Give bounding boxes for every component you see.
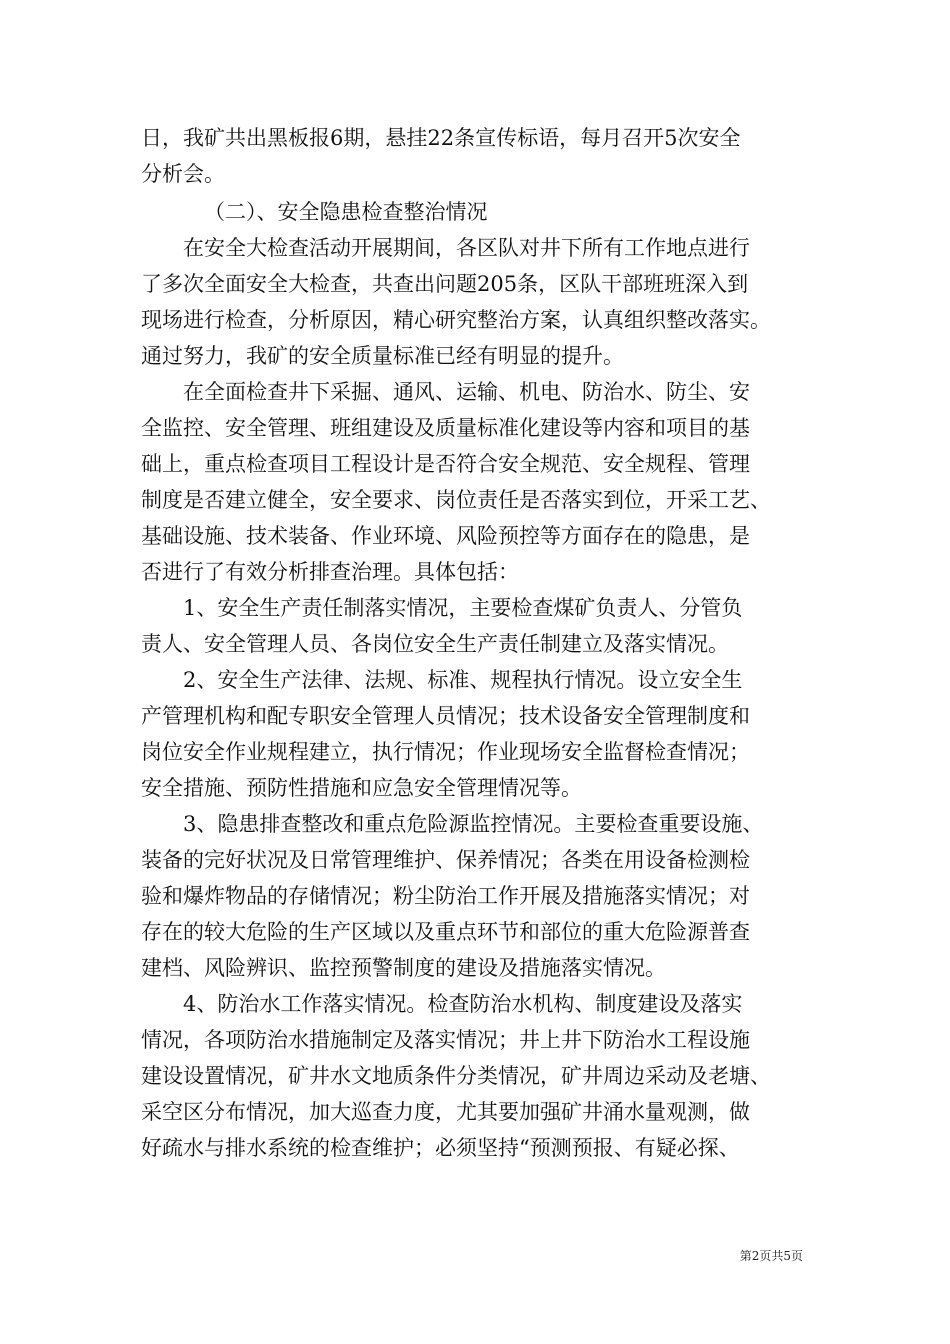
text-line: 制度是否建立健全，安全要求、岗位责任是否落实到位，开采工艺、 (141, 488, 771, 512)
text-line: 2、安全生产法律、法规、标准、规程执行情况。设立安全生 (183, 668, 743, 692)
text-line: 否进行了有效分析排查治理。具体包括： (141, 560, 519, 584)
text-line: 存在的较大危险的生产区域以及重点环节和部位的重大危险源普查 (141, 920, 750, 944)
page-number: 第2页共5页 (739, 1249, 803, 1263)
text-line: 岗位安全作业规程建立，执行情况；作业现场安全监督检查情况； (141, 740, 750, 764)
text-line: 产管理机构和配专职安全管理人员情况；技术设备安全管理制度和 (141, 704, 750, 728)
text-line: 4、防治水工作落实情况。检查防治水机构、制度建设及落实 (183, 992, 743, 1016)
text-line: 在全面检查井下采掘、通风、运输、机电、防治水、防尘、安 (183, 380, 750, 404)
text-line: 础上，重点检查项目工程设计是否符合安全规范、安全规程、管理 (141, 452, 750, 476)
text-line: 1、安全生产责任制落实情况，主要检查煤矿负责人、分管负 (183, 596, 743, 620)
text-line: 3、隐患排查整改和重点危险源监控情况。主要检查重要设施、 (183, 812, 764, 836)
text-line: 安全措施、预防性措施和应急安全管理情况等。 (141, 776, 582, 800)
text-line: 好疏水与排水系统的检查维护；必须坚持“预测预报、有疑必探、 (141, 1136, 740, 1160)
text-line: 基础设施、技术装备、作业环境、风险预控等方面存在的隐患，是 (141, 524, 750, 548)
text-line: 了多次全面安全大检查，共查出问题205条，区队干部班班深入到 (141, 272, 749, 296)
text-line: 全监控、安全管理、班组建设及质量标准化建设等内容和项目的基 (141, 416, 750, 440)
text-line: 建设设置情况，矿井水文地质条件分类情况，矿井周边采动及老塘、 (141, 1064, 771, 1088)
text-line: 情况，各项防治水措施制定及落实情况；井上井下防治水工程设施 (141, 1028, 750, 1052)
text-line: 在安全大检查活动开展期间，各区队对井下所有工作地点进行 (183, 236, 750, 260)
text-line: 采空区分布情况，加大巡查力度，尤其要加强矿井涌水量观测，做 (141, 1100, 750, 1124)
text-line: 建档、风险辨识、监控预警制度的建设及措施落实情况。 (141, 956, 666, 980)
text-line: 验和爆炸物品的存储情况；粉尘防治工作开展及措施落实情况；对 (141, 884, 750, 908)
text-line: 分析会。 (141, 162, 225, 186)
text-line: 通过努力，我矿的安全质量标准已经有明显的提升。 (141, 344, 624, 368)
text-line: 装备的完好状况及日常管理维护、保养情况；各类在用设备检测检 (141, 848, 750, 872)
text-line: 责人、安全管理人员、各岗位安全生产责任制建立及落实情况。 (141, 632, 729, 656)
text-line: 日，我矿共出黑板报6期，悬挂22条宣传标语，每月召开5次安全 (141, 126, 741, 150)
text-line: 现场进行检查，分析原因，精心研究整治方案，认真组织整改落实。 (141, 308, 771, 332)
section-heading: （二）、安全隐患检查整治情况 (204, 200, 488, 224)
